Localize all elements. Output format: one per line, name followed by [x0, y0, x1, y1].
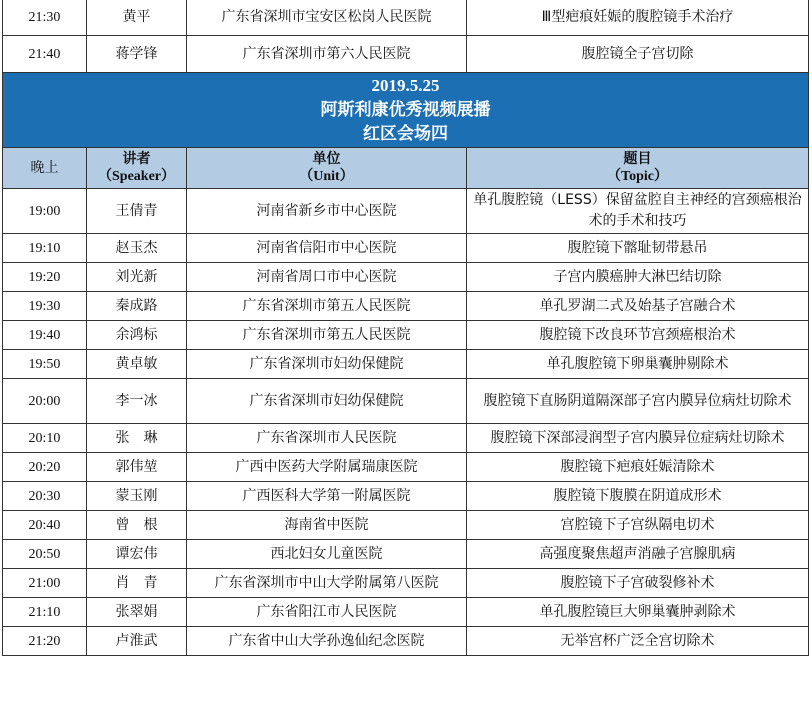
header-unit-en: （Unit）: [299, 169, 354, 184]
schedule-table: [2, 0, 809, 656]
unit-cell: 广东省阳江市人民医院: [187, 598, 467, 627]
speaker-cell: 谭宏伟: [87, 540, 187, 569]
table-row: [3, 540, 809, 569]
table-row: [3, 598, 809, 627]
unit-cell: 西北妇女儿童医院: [187, 540, 467, 569]
unit-cell: 海南省中医院: [187, 511, 467, 540]
time-cell: 21:10: [3, 598, 87, 627]
topic-cell: 腹腔镜下髂耻韧带悬吊: [467, 234, 809, 263]
table-row: [3, 36, 809, 73]
topic-cell: 单孔罗湖二式及始基子宫融合术: [467, 292, 809, 321]
unit-cell: 广东省深圳市中山大学附属第八医院: [187, 569, 467, 598]
table-row: [3, 482, 809, 511]
unit-cell: 河南省新乡市中心医院: [187, 189, 467, 234]
unit-cell: 广西中医药大学附属瑞康医院: [187, 453, 467, 482]
unit-cell: 广东省深圳市宝安区松岗人民医院: [187, 0, 467, 36]
topic-cell: 单孔腹腔镜下卵巢囊肿剔除术: [467, 350, 809, 379]
unit-cell: 广东省深圳市妇幼保健院: [187, 379, 467, 424]
banner-cell: [3, 73, 809, 148]
topic-cell: Ⅲ型疤痕妊娠的腹腔镜手术治疗: [467, 0, 809, 36]
unit-cell: 广东省深圳市第五人民医院: [187, 321, 467, 350]
speaker-cell: 蒙玉刚: [87, 482, 187, 511]
speaker-cell: 蒋学锋: [87, 36, 187, 73]
time-cell: 21:20: [3, 627, 87, 656]
unit-cell: 河南省周口市中心医院: [187, 263, 467, 292]
header-speaker-cn: 讲者: [122, 151, 151, 167]
speaker-cell: 曾 根: [87, 511, 187, 540]
time-cell: 21:30: [3, 0, 87, 36]
topic-cell: 腹腔镜下腹膜在阴道成形术: [467, 482, 809, 511]
time-cell: 20:40: [3, 511, 87, 540]
table-row: [3, 234, 809, 263]
speaker-cell: 秦成路: [87, 292, 187, 321]
time-cell: 19:30: [3, 292, 87, 321]
speaker-cell: 黄平: [87, 0, 187, 36]
banner-venue: 红区会场四: [363, 124, 448, 144]
speaker-cell: 王倩青: [87, 189, 187, 234]
header-unit-cn: 单位: [312, 151, 341, 167]
header-topic: [467, 148, 809, 189]
table-row: [3, 263, 809, 292]
unit-cell: 广东省深圳市妇幼保健院: [187, 350, 467, 379]
header-speaker: [87, 148, 187, 189]
speaker-cell: 赵玉杰: [87, 234, 187, 263]
topic-cell: 单孔腹腔镜巨大卵巢囊肿剥除术: [467, 598, 809, 627]
topic-cell: 宫腔镜下子宫纵隔电切术: [467, 511, 809, 540]
unit-cell: 广东省深圳市人民医院: [187, 424, 467, 453]
time-cell: 19:10: [3, 234, 87, 263]
speaker-cell: 肖 青: [87, 569, 187, 598]
time-cell: 19:50: [3, 350, 87, 379]
header-session: 晚上: [3, 148, 87, 189]
banner-date: 2019.5.25: [371, 76, 440, 95]
time-cell: 20:00: [3, 379, 87, 424]
time-cell: 21:40: [3, 36, 87, 73]
speaker-cell: 卢淮武: [87, 627, 187, 656]
table-row: [3, 453, 809, 482]
header-topic-en: （Topic）: [607, 169, 668, 184]
table-row: [3, 189, 809, 234]
session-banner: [3, 73, 809, 148]
topic-cell: 腹腔镜下疤痕妊娠清除术: [467, 453, 809, 482]
time-cell: 20:30: [3, 482, 87, 511]
header-topic-cn: 题目: [623, 151, 652, 167]
speaker-cell: 郭伟堃: [87, 453, 187, 482]
speaker-cell: 黄卓敏: [87, 350, 187, 379]
table-row: [3, 0, 809, 36]
time-cell: 20:20: [3, 453, 87, 482]
table-row: [3, 292, 809, 321]
unit-cell: 广西医科大学第一附属医院: [187, 482, 467, 511]
unit-cell: 广东省深圳市第六人民医院: [187, 36, 467, 73]
topic-cell: 腹腔镜下深部浸润型子宫内膜异位症病灶切除术: [467, 424, 809, 453]
time-cell: 20:10: [3, 424, 87, 453]
time-cell: 19:20: [3, 263, 87, 292]
topic-cell: 腹腔镜下子宫破裂修补术: [467, 569, 809, 598]
table-row: [3, 569, 809, 598]
time-cell: 20:50: [3, 540, 87, 569]
time-cell: 21:00: [3, 569, 87, 598]
topic-cell: 腹腔镜全子宫切除: [467, 36, 809, 73]
topic-cell: 子宫内膜癌肿大淋巴结切除: [467, 263, 809, 292]
column-header-row: [3, 148, 809, 189]
table-row: [3, 379, 809, 424]
speaker-cell: 李一冰: [87, 379, 187, 424]
header-speaker-en: （Speaker）: [98, 169, 175, 184]
topic-cell: 腹腔镜下改良环节宫颈癌根治术: [467, 321, 809, 350]
speaker-cell: 张 琳: [87, 424, 187, 453]
topic-cell: 腹腔镜下直肠阴道隔深部子宫内膜异位病灶切除术: [467, 379, 809, 424]
speaker-cell: 刘光新: [87, 263, 187, 292]
time-cell: 19:00: [3, 189, 87, 234]
table-row: [3, 350, 809, 379]
time-cell: 19:40: [3, 321, 87, 350]
table-row: [3, 511, 809, 540]
topic-cell: 单孔腹腔镜（LESS）保留盆腔自主神经的宫颈癌根治术的手术和技巧: [467, 189, 809, 234]
table-row: [3, 627, 809, 656]
unit-cell: 广东省中山大学孙逸仙纪念医院: [187, 627, 467, 656]
table-row: [3, 424, 809, 453]
speaker-cell: 张翠娟: [87, 598, 187, 627]
table-row: [3, 321, 809, 350]
unit-cell: 河南省信阳市中心医院: [187, 234, 467, 263]
topic-cell: 高强度聚焦超声消融子宫腺肌病: [467, 540, 809, 569]
unit-cell: 广东省深圳市第五人民医院: [187, 292, 467, 321]
topic-cell: 无举宫杯广泛全宫切除术: [467, 627, 809, 656]
header-unit: [187, 148, 467, 189]
banner-title: 阿斯利康优秀视频展播: [320, 100, 491, 120]
speaker-cell: 余鸿标: [87, 321, 187, 350]
